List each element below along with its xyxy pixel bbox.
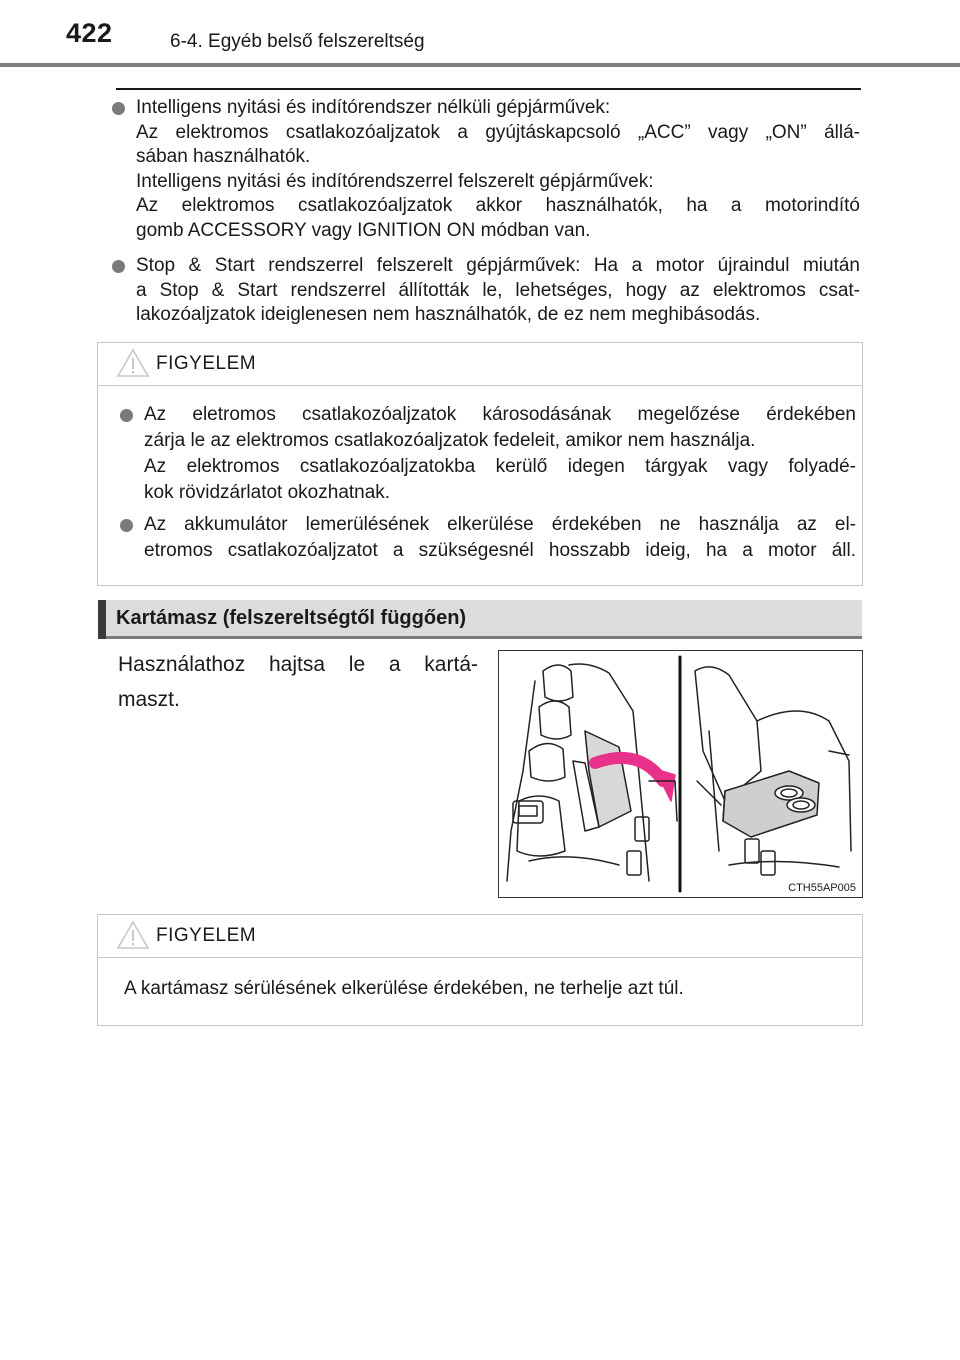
warning-line: Az elektromos csatlakozóaljzatokba kerülő idegen tárgyak vagy folyadé- [144, 456, 856, 477]
warning-header [98, 915, 862, 958]
top-rule [116, 88, 861, 90]
instruction-paragraph [118, 647, 478, 717]
warning-item [116, 402, 856, 506]
warning-box [97, 914, 863, 1026]
subheading [98, 600, 862, 639]
bullet-line: Intelligens nyitási és indítórendszerrel felszerelt gépjárművek: [136, 170, 654, 192]
bullet-icon [120, 409, 133, 422]
page-number: 422 [66, 18, 113, 48]
warning-line: Az eletromos csatlakozóaljzatok károsodásának megelőzése érdekében [144, 404, 856, 425]
bullet-line: a Stop & Start rendszerrel állították le, lehetséges, hogy az elektromos csat- [136, 279, 860, 301]
warning-triangle-icon [116, 347, 150, 379]
warning-label: FIGYELEM [156, 353, 257, 374]
armrest-illustration [498, 650, 863, 898]
warning-label: FIGYELEM [156, 925, 257, 946]
bullet-line: Stop & Start rendszerrel felszerelt gépjárművek: Ha a motor újraindul miután [136, 255, 860, 276]
bullet-line: Az elektromos csatlakozóaljzatok akkor használhatók, ha a motorindító [136, 195, 860, 216]
paragraph-line: maszt. [118, 688, 180, 711]
warning-line: Az akkumulátor lemerülésének elkerülése érdekében ne használja az el- [144, 514, 856, 535]
bullet-icon [120, 519, 133, 532]
bullet-item [108, 254, 860, 328]
bullet-line: Az elektromos csatlakozóaljzatok a gyújtáskapcsoló „ACC” vagy „ON” állá- [136, 121, 860, 143]
warning-box [97, 342, 863, 586]
warning-line: kok rövidzárlatot okozhatnak. [144, 482, 391, 503]
warning-line: zárja le az elektromos csatlakozóaljzatok fedeleit, amikor nem használja. [144, 430, 756, 451]
subheading-text: Kartámasz (felszereltségtől függően) [116, 607, 467, 629]
warning-item [116, 512, 856, 564]
warning-text: A kartámasz sérülésének elkerülése érdekében, ne terhelje azt túl. [124, 978, 684, 999]
bullet-icon [112, 260, 125, 273]
section-title: 6-4. Egyéb belső felszereltség [170, 31, 425, 52]
figure-code: CTH55AP005 [788, 882, 856, 894]
warning-triangle-icon [116, 919, 150, 951]
warning-header [98, 343, 862, 386]
paragraph-line: Használathoz hajtsa le a kartá- [118, 653, 478, 676]
bullet-line: Intelligens nyitási és indítórendszer nélküli gépjárművek: [136, 97, 611, 118]
bullet-line: lakozóaljzatok ideiglenesen nem használhatók, de ez nem meghibásodás. [136, 304, 761, 325]
warning-line: etromos csatlakozóaljzatot a szükségesnél hosszabb ideig, ha a motor áll. [144, 540, 856, 561]
bullet-item [108, 96, 860, 243]
armrest-drawing [499, 651, 862, 897]
bullet-icon [112, 102, 125, 115]
bullet-line: sában használhatók. [136, 146, 311, 167]
header-rule [0, 63, 960, 67]
bullet-line: gomb ACCESSORY vagy IGNITION ON módban van. [136, 219, 591, 241]
page-header [0, 0, 960, 70]
subheading-bar [98, 600, 106, 639]
